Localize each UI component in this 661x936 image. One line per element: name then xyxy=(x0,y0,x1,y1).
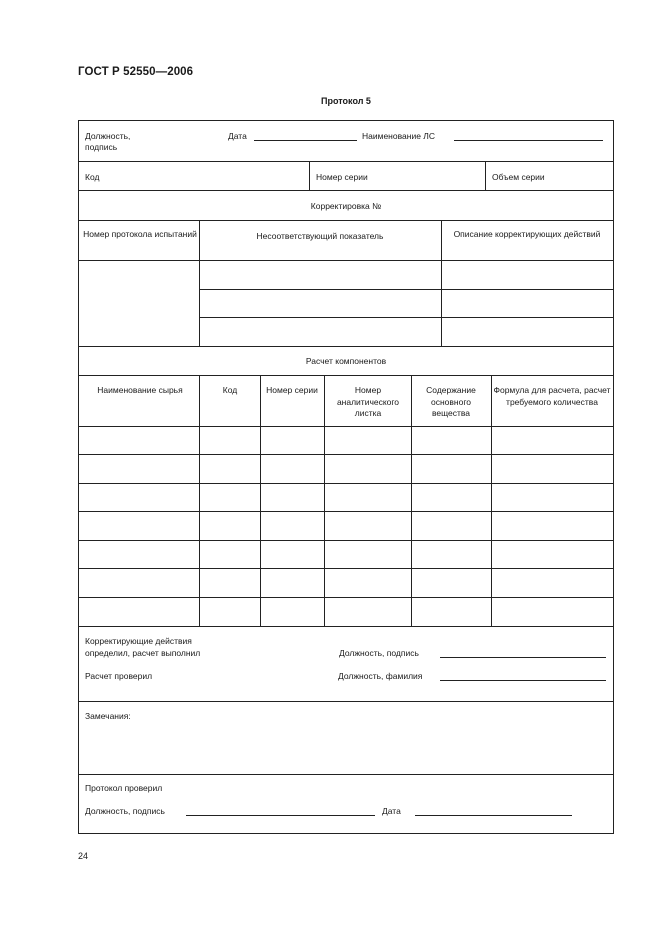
corrective-actions-label: Корректирующие действия xyxy=(85,636,192,646)
table-row xyxy=(79,483,613,484)
protocol-number-header: Номер протокола испытаний xyxy=(83,229,197,239)
divider xyxy=(441,220,442,346)
correction-title: Корректировка № xyxy=(310,201,382,211)
protocol-title: Протокол 5 xyxy=(321,96,371,106)
checker-position-signature-field[interactable] xyxy=(186,807,375,816)
position-label: Должность, xyxy=(85,131,131,141)
divider xyxy=(324,375,325,626)
divider xyxy=(79,161,613,162)
components-title: Расчет компонентов xyxy=(305,356,387,366)
divider xyxy=(199,289,613,290)
analytical-sheet-number-header: Номер аналитического листка xyxy=(336,385,400,418)
table-row xyxy=(79,454,613,455)
divider xyxy=(79,701,613,702)
divider xyxy=(260,375,261,626)
divider xyxy=(491,375,492,626)
position-signature-field[interactable] xyxy=(440,649,606,658)
raw-material-name-header: Наименование сырья xyxy=(97,385,183,395)
table-row xyxy=(79,511,613,512)
divider xyxy=(485,161,486,190)
divider xyxy=(79,346,613,347)
divider xyxy=(199,220,200,346)
checker-date-label: Дата xyxy=(382,806,401,816)
calculation-performed-label: определил, расчет выполнил xyxy=(85,648,201,658)
corrective-actions-description-header: Описание корректирующих действий xyxy=(453,229,601,239)
document-standard-header: ГОСТ Р 52550—2006 xyxy=(78,66,194,78)
divider xyxy=(309,161,310,190)
divider xyxy=(79,220,613,221)
position-signature-label: Должность, подпись xyxy=(339,648,419,658)
main-substance-content-header: Содержание основного вещества xyxy=(426,385,476,418)
nonconforming-indicator-header: Несоответствующий показатель xyxy=(256,231,384,241)
divider xyxy=(79,375,613,376)
position-name-field[interactable] xyxy=(440,672,606,681)
position-name-label: Должность, фамилия xyxy=(338,671,423,681)
table-row xyxy=(79,597,613,598)
calculation-formula-header: Формула для расчета, расчет требуемого количества xyxy=(493,385,611,407)
page-number: 24 xyxy=(78,851,89,861)
calculation-checked-label: Расчет проверил xyxy=(85,671,153,681)
divider xyxy=(79,626,613,627)
component-code-header: Код xyxy=(222,385,238,395)
divider xyxy=(199,375,200,626)
code-label: Код xyxy=(85,172,100,182)
table-row xyxy=(79,426,613,427)
checker-date-field[interactable] xyxy=(415,807,572,816)
series-volume-label: Объем серии xyxy=(492,172,545,182)
divider xyxy=(199,317,613,318)
date-label: Дата xyxy=(228,131,247,141)
divider xyxy=(79,774,613,775)
divider xyxy=(79,190,613,191)
table-row xyxy=(79,568,613,569)
component-series-header: Номер серии xyxy=(266,385,318,395)
protocol-form xyxy=(78,120,614,834)
signature-label: подпись xyxy=(85,142,118,152)
drug-name-label: Наименование ЛС xyxy=(362,131,436,141)
series-number-label: Номер серии xyxy=(316,172,368,182)
checker-position-signature-label: Должность, подпись xyxy=(85,806,165,816)
date-field[interactable] xyxy=(254,132,357,141)
divider xyxy=(79,260,613,261)
protocol-checked-label: Протокол проверил xyxy=(85,783,163,793)
divider xyxy=(411,375,412,626)
remarks-label: Замечания: xyxy=(85,711,131,721)
drug-name-field[interactable] xyxy=(454,132,603,141)
table-row xyxy=(79,540,613,541)
